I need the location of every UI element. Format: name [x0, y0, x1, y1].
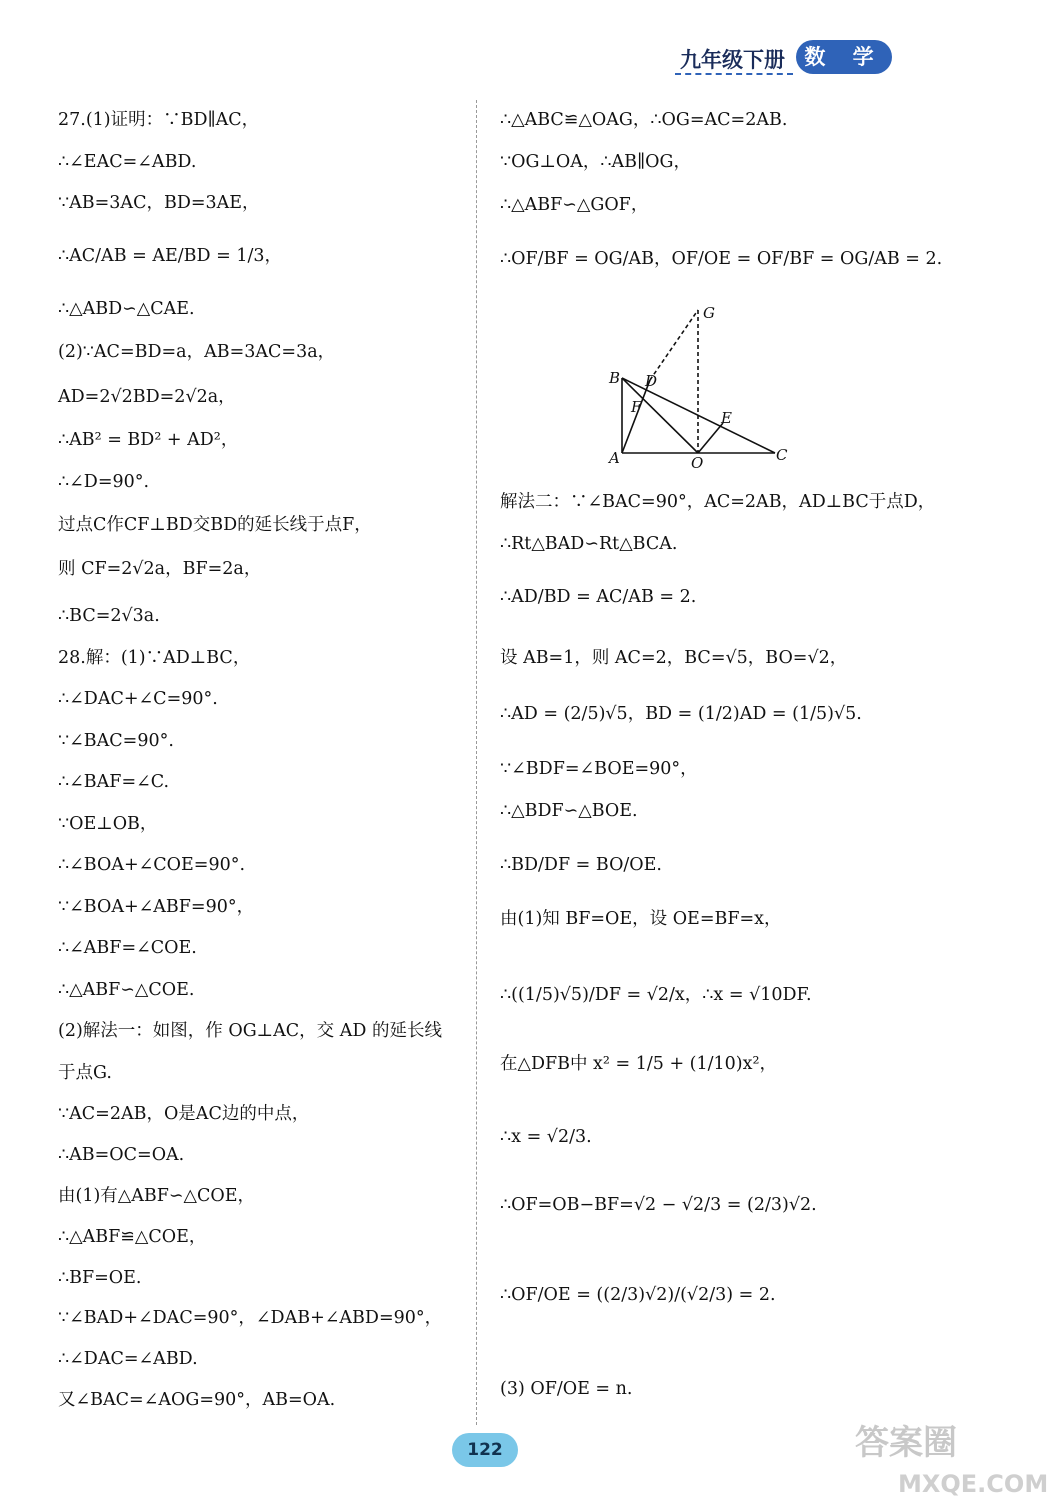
text-line: ∴AB=OC=OA.: [58, 1145, 185, 1165]
watermark-logo: 答案圈: [855, 1423, 957, 1463]
text-line: ∴∠DAC+∠C=90°.: [58, 689, 218, 709]
text-line: ∵OG⊥OA，∴AB∥OG，: [500, 152, 691, 172]
text-line: 又∠BAC=∠AOG=90°，AB=OA.: [58, 1390, 336, 1410]
text-line: ∴OF/BF = OG/AB，OF/OE = OF/BF = OG/AB = 2.: [500, 249, 943, 269]
text-line: ∴∠BOA+∠COE=90°.: [58, 855, 246, 875]
text-line: (2)∵AC=BD=a，AB=3AC=3a，: [58, 342, 336, 362]
column-divider: [476, 100, 477, 1425]
text-line: 则 CF=2√2a，BF=2a，: [58, 559, 262, 579]
text-line: ∴△ABF∽△COE.: [58, 980, 195, 1000]
text-line: ∵OE⊥OB，: [58, 814, 158, 834]
watermark-site: MXQE.COM: [898, 1470, 1048, 1498]
label-e: E: [721, 409, 732, 427]
text-line: 27.(1)证明：∵BD∥AC，: [58, 110, 260, 130]
text-line: ∴OF=OB−BF=√2 − √2/3 = (2/3)√2.: [500, 1195, 817, 1215]
text-line: ∴△ABF≌△COE，: [58, 1227, 207, 1247]
text-line: ∴△ABF∽△GOF，: [500, 195, 649, 215]
text-line: ∵AC=2AB，O是AC边的中点，: [58, 1104, 310, 1124]
text-line: ∴∠BAF=∠C.: [58, 772, 170, 792]
geometry-figure: [595, 300, 795, 475]
segment-oe: [698, 423, 723, 453]
text-line: ∵AB=3AC，BD=3AE，: [58, 193, 260, 213]
text-line: 设 AB=1，则 AC=2，BC=√5，BO=√2，: [500, 648, 848, 668]
text-line: ∴x = √2/3.: [500, 1127, 592, 1147]
text-line: AD=2√2BD=2√2a，: [58, 387, 236, 407]
label-g: G: [703, 304, 715, 322]
text-line: ∵∠BAC=90°.: [58, 731, 174, 751]
text-line: ∵∠BAD+∠DAC=90°，∠DAB+∠ABD=90°，: [58, 1308, 443, 1328]
text-line: 28.解：(1)∵AD⊥BC，: [58, 648, 251, 668]
segment-dg: [650, 310, 698, 380]
text-line: ∴AD/BD = AC/AB = 2.: [500, 587, 697, 607]
text-line: ∴AC/AB = AE/BD = 1/3，: [58, 246, 282, 266]
text-line: ∴△ABC≌△OAG，∴OG=AC=2AB.: [500, 110, 788, 130]
text-line: ∴OF/OE = ((2/3)√2)/(√2/3) = 2.: [500, 1285, 776, 1305]
text-line: ∴((1/5)√5)/DF = √2/x，∴x = √10DF.: [500, 985, 812, 1005]
text-line: 解法二：∵∠BAC=90°，AC=2AB，AD⊥BC于点D，: [500, 492, 936, 512]
text-line: 于点G.: [58, 1063, 112, 1083]
text-line: ∴∠EAC=∠ABD.: [58, 152, 197, 172]
text-line: 由(1)知 BF=OE，设 OE=BF=x，: [500, 909, 782, 929]
text-line: 由(1)有△ABF∽△COE，: [58, 1186, 256, 1206]
text-line: ∴BD/DF = BO/OE.: [500, 855, 662, 875]
label-b: B: [609, 369, 621, 387]
page-number: 122: [452, 1433, 518, 1467]
header-rule: [675, 73, 793, 75]
label-a: A: [609, 449, 620, 467]
text-line: ∴AB² = BD² + AD²，: [58, 430, 239, 450]
text-line: ∴BC=2√3a.: [58, 606, 160, 626]
label-o: O: [691, 454, 704, 472]
text-line: 在△DFB中 x² = 1/5 + (1/10)x²，: [500, 1054, 778, 1074]
text-line: ∴Rt△BAD∽Rt△BCA.: [500, 534, 678, 554]
label-f: F: [631, 398, 642, 416]
text-line: ∵∠BDF=∠BOE=90°，: [500, 759, 698, 779]
text-line: ∴AD = (2/5)√5，BD = (1/2)AD = (1/5)√5.: [500, 704, 862, 724]
text-line: ∴∠ABF=∠COE.: [58, 938, 197, 958]
grade-title: 九年级下册: [680, 48, 785, 72]
text-line: (2)解法一：如图，作 OG⊥AC，交 AD 的延长线: [58, 1021, 442, 1041]
text-line: ∴∠DAC=∠ABD.: [58, 1349, 198, 1369]
label-d: D: [645, 372, 658, 390]
text-line: ∴△BDF∽△BOE.: [500, 801, 638, 821]
text-line: (3) OF/OE = n.: [500, 1379, 633, 1399]
text-line: ∵∠BOA+∠ABF=90°，: [58, 897, 255, 917]
text-line: ∴∠D=90°.: [58, 472, 150, 492]
text-line: ∴BF=OE.: [58, 1268, 142, 1288]
text-line: ∴△ABD∽△CAE.: [58, 299, 195, 319]
text-line: 过点C作CF⊥BD交BD的延长线于点F，: [58, 515, 372, 535]
label-c: C: [776, 446, 788, 464]
subject-badge: 数 学: [796, 40, 892, 74]
